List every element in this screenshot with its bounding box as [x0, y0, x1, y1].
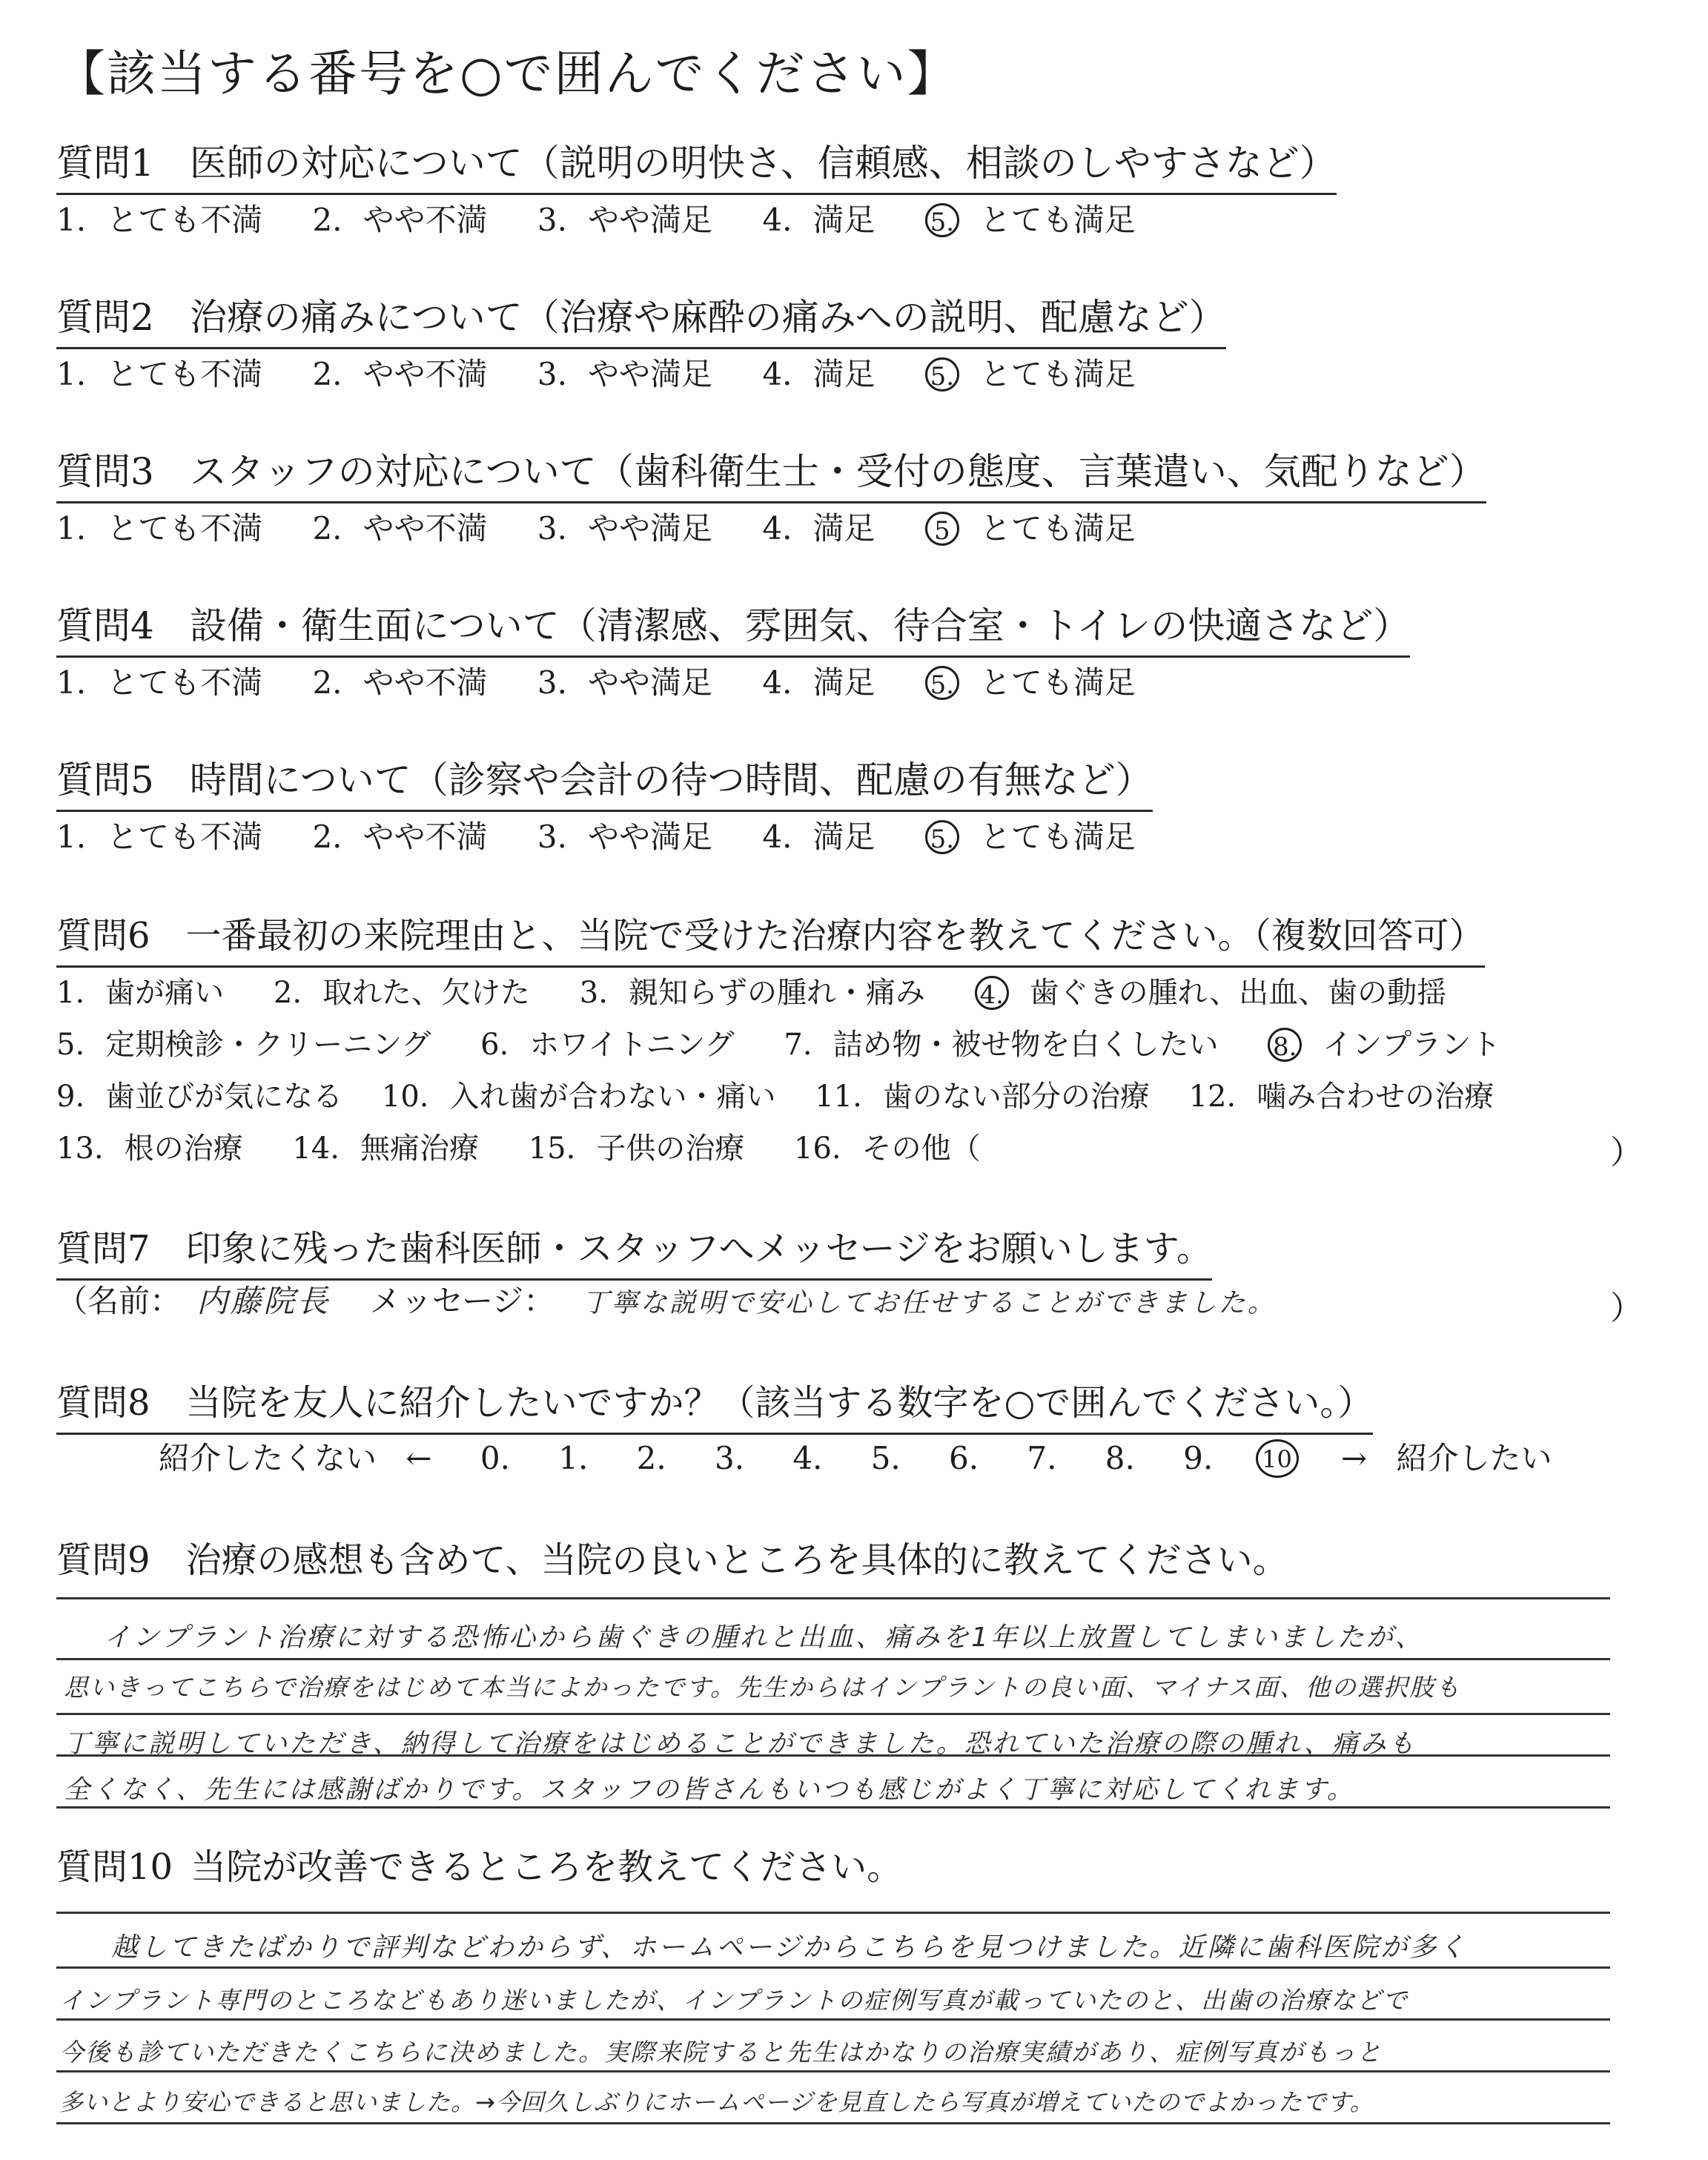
q10-rule-line — [56, 2122, 1610, 2124]
q4-option-4: 4. 満足 — [762, 664, 875, 701]
q1-option-5-selected: 5. とても満足 — [925, 202, 1136, 240]
circled-mark: 8. — [1268, 1028, 1302, 1062]
q5-option-3: 3. やや満足 — [537, 819, 712, 855]
q8-scale-0: 0. — [480, 1440, 510, 1476]
question-6-text: 一番最初の来院理由と、当院で受けた治療内容を教えてください。（複数回答可） — [185, 915, 1485, 957]
q8-scale-4: 4. — [792, 1440, 823, 1476]
question-9-text: 治療の感想も含めて、当院の良いところを具体的に教えてください。 — [185, 1539, 1288, 1581]
q4-option-3: 3. やや満足 — [537, 664, 712, 701]
q9-rule-line — [56, 1658, 1610, 1660]
question-9-number: 質問9 — [56, 1539, 150, 1581]
q8-scale-1: 1. — [558, 1440, 589, 1476]
q8-scale-5: 5. — [870, 1440, 901, 1476]
q1-option-3: 3. やや満足 — [537, 202, 712, 238]
question-4-text: 設備・衛生面について（清潔感、雰囲気、待合室・トイレの快適さなど） — [189, 604, 1411, 647]
q1-option-2: 2. やや不満 — [312, 202, 488, 238]
question-10-number: 質問10 — [56, 1846, 173, 1888]
q8-scale-8: 8. — [1105, 1440, 1135, 1476]
q3-option-1: 1. とても不満 — [56, 510, 263, 546]
q5-option-2: 2. やや不満 — [312, 819, 488, 855]
question-6-row-1 — [56, 974, 1486, 1012]
circled-mark: 5. — [925, 357, 959, 392]
q6-option-6: 6. ホワイトニング — [480, 1028, 735, 1062]
q10-rule-line — [56, 1912, 1610, 1914]
question-1-text: 医師の対応について（説明の明快さ、信頼感、相談のしやすさなど） — [189, 142, 1337, 185]
question-6-heading — [56, 914, 1485, 968]
q3-option-2: 2. やや不満 — [312, 510, 488, 546]
question-6-row-4 — [56, 1130, 1021, 1167]
question-8-heading — [56, 1381, 1373, 1435]
q6-option-16: 16. その他（ — [794, 1132, 981, 1166]
q6-option-12: 12. 噛み合わせの治療 — [1188, 1080, 1494, 1114]
q6-option-8-selected: 8. インプラント — [1268, 1026, 1500, 1064]
q10-rule-line — [56, 1966, 1610, 1969]
q2-option-1: 1. とても不満 — [56, 356, 263, 392]
q9-rule-line — [56, 1597, 1610, 1599]
question-4-heading — [56, 604, 1410, 658]
q9-rule-line — [56, 1754, 1610, 1757]
q9-answer-line-3: 丁寧に説明していただき、納得して治療をはじめることができました。恐れていた治療の際の腫れ、痛みも — [64, 1729, 1417, 1759]
q6-option-3: 3. 親知らずの腫れ・痛み — [579, 976, 925, 1010]
q8-scale-2: 2. — [636, 1440, 666, 1476]
question-3-heading — [56, 449, 1486, 503]
q10-answer-line-4: 多いとより安心できると思いました。→今回久しぶりにホームページを見直したら写真が増えていたのでよかったです。 — [59, 2088, 1374, 2116]
q6-option-11: 11. 歯のない部分の治療 — [815, 1080, 1150, 1114]
q4-option-2: 2. やや不満 — [312, 664, 488, 701]
q6-option-1: 1. 歯が痛い — [56, 976, 225, 1010]
q1-option-4: 4. 満足 — [762, 202, 875, 238]
q8-scale-10-selected: 10 — [1256, 1439, 1299, 1478]
q8-scale-7: 7. — [1027, 1440, 1057, 1476]
q2-option-2: 2. やや不満 — [312, 356, 488, 392]
question-7-number: 質問7 — [56, 1228, 150, 1269]
q4-option-5-selected: 5. とても満足 — [925, 664, 1136, 702]
q6-option-4-selected: 4. 歯ぐきの腫れ、出血、歯の動揺 — [975, 974, 1446, 1012]
q10-rule-line — [56, 2070, 1610, 2073]
circled-mark: 5. — [925, 203, 959, 237]
q6-option-15: 15. 子供の治療 — [528, 1132, 745, 1166]
q9-answer-line-4: 全くなく、先生には感謝ばかりです。スタッフの皆さんもいつも感じがよく丁寧に対応してくれます。 — [64, 1775, 1355, 1805]
q5-option-5-selected: 5. とても満足 — [925, 819, 1136, 856]
question-8-number: 質問8 — [56, 1382, 150, 1424]
question-3-number: 質問3 — [56, 450, 154, 493]
q10-rule-line — [56, 2018, 1610, 2021]
question-2-heading — [56, 295, 1226, 349]
q5-option-4: 4. 満足 — [762, 819, 875, 855]
question-4-options — [56, 664, 1176, 702]
q7-message-handwritten: 丁寧な説明で安心してお任せすることができました。 — [582, 1288, 1277, 1318]
q3-option-4: 4. 満足 — [762, 510, 875, 546]
q4-option-1: 1. とても不満 — [56, 664, 263, 701]
question-5-number: 質問5 — [56, 759, 154, 802]
question-3-text: スタッフの対応について（歯科衛生士・受付の態度、言葉遣い、気配りなど） — [189, 450, 1486, 493]
question-6-row-3 — [56, 1078, 1494, 1115]
q8-recommend-scale — [159, 1440, 1552, 1480]
question-7-answer-line — [56, 1283, 1277, 1322]
question-6-number: 質問6 — [56, 915, 150, 957]
q8-right-label: 紹介したい — [1396, 1440, 1552, 1476]
right-arrow-icon: → — [1340, 1440, 1368, 1476]
circled-mark: 5 — [925, 512, 959, 546]
q7-close-paren: ） — [1610, 1289, 1643, 1327]
q8-scale-6: 6. — [949, 1440, 979, 1476]
q7-message-label: メッセージ： — [369, 1283, 555, 1319]
question-9-heading — [56, 1538, 1288, 1590]
q6-option-14: 14. 無痛治療 — [292, 1132, 479, 1166]
question-5-heading — [56, 758, 1153, 812]
q8-scale-9: 9. — [1183, 1440, 1214, 1476]
q6-option-9: 9. 歯並びが気になる — [56, 1080, 343, 1114]
question-2-number: 質問2 — [56, 296, 154, 339]
question-10-heading — [56, 1845, 902, 1897]
q7-name-label: （名前： — [56, 1283, 182, 1319]
question-7-text: 印象に残った歯科医師・スタッフへメッセージをお願いします。 — [185, 1228, 1212, 1269]
q5-option-1: 1. とても不満 — [56, 819, 263, 855]
q6-other-close-paren: ） — [1610, 1134, 1643, 1172]
question-3-options — [56, 510, 1176, 548]
question-1-number: 質問1 — [56, 142, 154, 185]
q6-option-5: 5. 定期検診・クリーニング — [56, 1028, 431, 1062]
circled-mark: 5. — [925, 820, 959, 854]
question-1-heading — [56, 141, 1337, 195]
q9-answer-line-2: 思いきってこちらで治療をはじめて本当によかったです。先生からはインプラントの良い面、マイナス面、他の選択肢も — [64, 1673, 1462, 1702]
q10-answer-line-1: 越してきたばかりで評判などわからず、ホームページからこちらを見つけました。近隣に歯科医院が多く — [111, 1932, 1468, 1963]
question-7-heading — [56, 1226, 1212, 1281]
q8-left-label: 紹介したくない — [159, 1440, 377, 1476]
question-1-options — [56, 202, 1176, 240]
q2-option-5-selected: 5. とても満足 — [925, 356, 1136, 394]
q2-option-3: 3. やや満足 — [537, 356, 712, 392]
left-arrow-icon: ← — [406, 1440, 432, 1476]
q9-rule-line — [56, 1806, 1610, 1809]
q2-option-4: 4. 満足 — [762, 356, 875, 392]
q6-option-10: 10. 入れ歯が合わない・痛い — [381, 1080, 776, 1114]
question-2-text: 治療の痛みについて（治療や麻酔の痛みへの説明、配慮など） — [189, 296, 1226, 339]
circled-mark: 4. — [975, 976, 1009, 1010]
q3-option-5-selected: 5 とても満足 — [925, 510, 1136, 548]
q9-rule-line — [56, 1713, 1610, 1715]
question-10-text: 当院が改善できるところを教えてください。 — [191, 1846, 903, 1888]
question-2-options — [56, 356, 1176, 394]
q9-answer-line-1: インプラント治療に対する恐怖心から歯ぐきの腫れと出血、痛みを1年以上放置してしまいましたが、 — [104, 1622, 1424, 1653]
question-4-number: 質問4 — [56, 604, 154, 647]
q10-answer-line-3: 今後も診ていただきたくこちらに決めました。実際来院すると先生はかなりの治療実績があり、症例写真がもっと — [59, 2038, 1383, 2067]
q10-answer-line-2: インプラント専門のところなどもあり迷いましたが、インプラントの症例写真が載っていたのと、出歯の治療などで — [59, 1986, 1409, 2015]
q6-option-2: 2. 取れた、欠けた — [273, 976, 531, 1010]
q6-option-7: 7. 詰め物・被せ物を白くしたい — [784, 1028, 1219, 1062]
q7-name-handwritten: 内藤院長 — [196, 1283, 331, 1319]
q8-scale-3: 3. — [714, 1440, 745, 1476]
circled-mark: 5. — [925, 666, 959, 700]
q6-option-13: 13. 根の治療 — [56, 1132, 243, 1166]
question-6-row-2 — [56, 1026, 1540, 1064]
question-5-text: 時間について（診察や会計の待つ時間、配慮の有無など） — [189, 759, 1153, 802]
question-5-options — [56, 819, 1176, 856]
q3-option-3: 3. やや満足 — [537, 510, 712, 546]
q1-option-1: 1. とても不満 — [56, 202, 263, 238]
question-8-text: 当院を友人に紹介したいですか？（該当する数字を○で囲んでください。） — [185, 1382, 1374, 1424]
page-title: 【該当する番号を○で囲んでください】 — [56, 45, 958, 102]
